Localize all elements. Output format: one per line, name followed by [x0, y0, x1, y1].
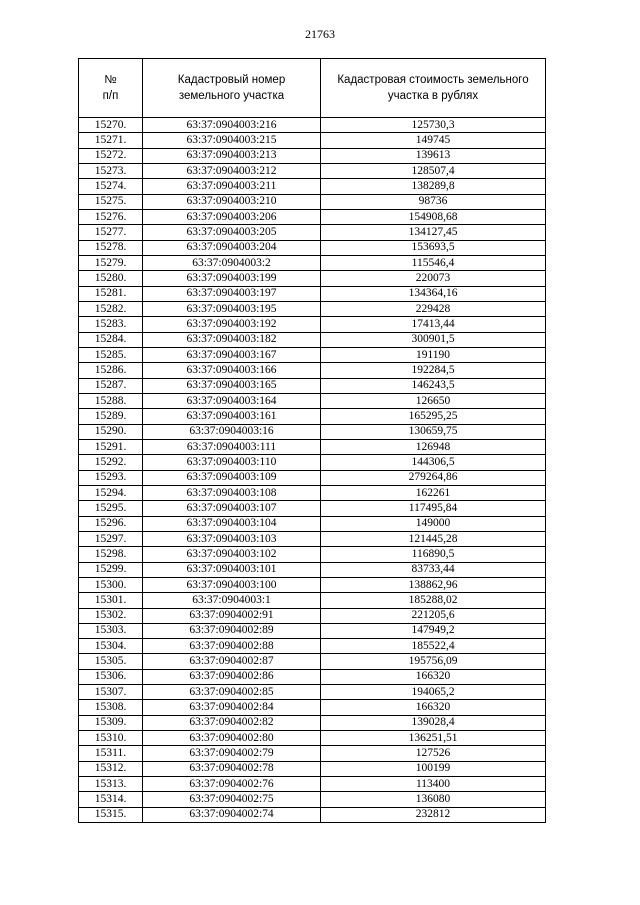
cadastral-value-cell: 195756,09	[321, 654, 546, 669]
cadastral-number-cell: 63:37:0904003:103	[143, 531, 321, 546]
table-row	[79, 531, 546, 546]
cadastral-number-cell: 63:37:0904002:88	[143, 639, 321, 654]
page-number: 21763	[305, 27, 335, 41]
table-row	[79, 715, 546, 730]
cadastral-number-cell: 63:37:0904003:212	[143, 163, 321, 178]
cadastral-number-cell: 63:37:0904003:205	[143, 225, 321, 240]
cadastral-value-cell: 162261	[321, 485, 546, 500]
header-cadastral-number	[143, 59, 321, 118]
table-row	[79, 378, 546, 393]
row-number-cell: 15284.	[79, 332, 143, 347]
cadastral-value-cell: 220073	[321, 271, 546, 286]
row-number-cell: 15307.	[79, 685, 143, 700]
table-row	[79, 639, 546, 654]
table-row	[79, 792, 546, 807]
row-number-cell: 15303.	[79, 623, 143, 638]
cadastral-number-cell: 63:37:0904002:82	[143, 715, 321, 730]
table-row	[79, 455, 546, 470]
row-number-cell: 15292.	[79, 455, 143, 470]
cadastral-number-cell: 63:37:0904003:166	[143, 363, 321, 378]
row-number-cell: 15293.	[79, 470, 143, 485]
table-row	[79, 516, 546, 531]
table-row	[79, 225, 546, 240]
table-row	[79, 317, 546, 332]
table-row	[79, 424, 546, 439]
table-row	[79, 240, 546, 255]
cadastral-number-cell: 63:37:0904003:110	[143, 455, 321, 470]
cadastral-value-cell: 192284,5	[321, 363, 546, 378]
table-row	[79, 332, 546, 347]
cadastral-value-cell: 300901,5	[321, 332, 546, 347]
cadastral-number-cell: 63:37:0904002:85	[143, 685, 321, 700]
cadastral-number-cell: 63:37:0904003:211	[143, 179, 321, 194]
cadastral-value-cell: 128507,4	[321, 163, 546, 178]
cadastral-number-cell: 63:37:0904003:107	[143, 501, 321, 516]
header-number	[79, 59, 143, 118]
cadastral-number-cell: 63:37:0904003:100	[143, 577, 321, 592]
cadastral-number-cell: 63:37:0904002:80	[143, 731, 321, 746]
cadastral-number-cell: 63:37:0904003:167	[143, 347, 321, 362]
header-cadastral-number-line2: земельного участка	[178, 90, 285, 102]
table-row	[79, 179, 546, 194]
table-row	[79, 439, 546, 454]
table-row	[79, 118, 546, 133]
table-row	[79, 301, 546, 316]
header-cadastral-value	[321, 59, 546, 118]
cadastral-number-cell: 63:37:0904002:79	[143, 746, 321, 761]
cadastral-number-cell: 63:37:0904002:86	[143, 669, 321, 684]
cadastral-value-cell: 125730,3	[321, 118, 546, 133]
row-number-cell: 15305.	[79, 654, 143, 669]
cadastral-number-cell: 63:37:0904003:104	[143, 516, 321, 531]
cadastral-value-cell: 153693,5	[321, 240, 546, 255]
row-number-cell: 15278.	[79, 240, 143, 255]
row-number-cell: 15282.	[79, 301, 143, 316]
cadastral-number-cell: 63:37:0904003:192	[143, 317, 321, 332]
row-number-cell: 15289.	[79, 409, 143, 424]
table-row	[79, 148, 546, 163]
cadastral-value-cell: 130659,75	[321, 424, 546, 439]
cadastral-value-cell: 229428	[321, 301, 546, 316]
cadastral-value-cell: 136080	[321, 792, 546, 807]
cadastral-number-cell: 63:37:0904003:109	[143, 470, 321, 485]
cadastral-number-cell: 63:37:0904002:74	[143, 807, 321, 822]
cadastral-number-cell: 63:37:0904003:101	[143, 562, 321, 577]
cadastral-value-cell: 98736	[321, 194, 546, 209]
cadastral-number-cell: 63:37:0904003:206	[143, 209, 321, 224]
table-row	[79, 654, 546, 669]
cadastral-number-cell: 63:37:0904003:111	[143, 439, 321, 454]
cadastral-value-cell: 17413,44	[321, 317, 546, 332]
table-row	[79, 501, 546, 516]
table-row	[79, 194, 546, 209]
row-number-cell: 15297.	[79, 531, 143, 546]
cadastral-number-cell: 63:37:0904003:216	[143, 118, 321, 133]
cadastral-number-cell: 63:37:0904003:16	[143, 424, 321, 439]
row-number-cell: 15275.	[79, 194, 143, 209]
table-row	[79, 807, 546, 822]
cadastral-number-cell: 63:37:0904002:87	[143, 654, 321, 669]
cadastral-number-cell: 63:37:0904003:204	[143, 240, 321, 255]
cadastral-value-cell: 154908,68	[321, 209, 546, 224]
cadastral-number-cell: 63:37:0904002:89	[143, 623, 321, 638]
cadastral-number-cell: 63:37:0904003:182	[143, 332, 321, 347]
row-number-cell: 15276.	[79, 209, 143, 224]
table-row	[79, 623, 546, 638]
cadastral-value-cell: 165295,25	[321, 409, 546, 424]
header-cadastral-value-line2: участка в рублях	[387, 90, 479, 102]
cadastral-value-cell: 144306,5	[321, 455, 546, 470]
row-number-cell: 15302.	[79, 608, 143, 623]
cadastral-number-cell: 63:37:0904003:199	[143, 271, 321, 286]
row-number-cell: 15280.	[79, 271, 143, 286]
row-number-cell: 15271.	[79, 133, 143, 148]
cadastral-value-cell: 166320	[321, 700, 546, 715]
cadastral-number-cell: 63:37:0904002:91	[143, 608, 321, 623]
header-cadastral-value-line1: Кадастровая стоимость земельного	[337, 74, 529, 86]
table-header	[79, 59, 546, 118]
cadastral-number-cell: 63:37:0904003:210	[143, 194, 321, 209]
row-number-cell: 15270.	[79, 118, 143, 133]
row-number-cell: 15308.	[79, 700, 143, 715]
cadastral-value-cell: 100199	[321, 761, 546, 776]
cadastral-number-cell: 63:37:0904003:197	[143, 286, 321, 301]
table-row	[79, 731, 546, 746]
cadastral-value-cell: 134127,45	[321, 225, 546, 240]
cadastral-value-cell: 115546,4	[321, 255, 546, 270]
table-row	[79, 700, 546, 715]
cadastral-number-cell: 63:37:0904002:76	[143, 777, 321, 792]
cadastral-value-cell: 166320	[321, 669, 546, 684]
cadastral-value-cell: 138289,8	[321, 179, 546, 194]
row-number-cell: 15310.	[79, 731, 143, 746]
row-number-cell: 15309.	[79, 715, 143, 730]
cadastral-value-cell: 147949,2	[321, 623, 546, 638]
row-number-cell: 15281.	[79, 286, 143, 301]
row-number-cell: 15290.	[79, 424, 143, 439]
cadastral-value-cell: 221205,6	[321, 608, 546, 623]
cadastral-value-table	[78, 58, 546, 823]
cadastral-value-cell: 113400	[321, 777, 546, 792]
cadastral-number-cell: 63:37:0904003:164	[143, 393, 321, 408]
cadastral-value-cell: 279264,86	[321, 470, 546, 485]
row-number-cell: 15272.	[79, 148, 143, 163]
row-number-cell: 15279.	[79, 255, 143, 270]
table-row	[79, 746, 546, 761]
cadastral-value-cell: 149000	[321, 516, 546, 531]
row-number-cell: 15306.	[79, 669, 143, 684]
table-row	[79, 777, 546, 792]
row-number-cell: 15287.	[79, 378, 143, 393]
cadastral-value-cell: 194065,2	[321, 685, 546, 700]
table-row	[79, 163, 546, 178]
table-row	[79, 393, 546, 408]
cadastral-value-cell: 185522,4	[321, 639, 546, 654]
cadastral-value-cell: 232812	[321, 807, 546, 822]
cadastral-value-cell: 136251,51	[321, 731, 546, 746]
table-row	[79, 593, 546, 608]
cadastral-value-cell: 134364,16	[321, 286, 546, 301]
cadastral-value-cell: 149745	[321, 133, 546, 148]
row-number-cell: 15315.	[79, 807, 143, 822]
table-row	[79, 133, 546, 148]
table-row	[79, 547, 546, 562]
cadastral-value-cell: 185288,02	[321, 593, 546, 608]
row-number-cell: 15273.	[79, 163, 143, 178]
row-number-cell: 15314.	[79, 792, 143, 807]
cadastral-number-cell: 63:37:0904003:195	[143, 301, 321, 316]
cadastral-number-cell: 63:37:0904003:2	[143, 255, 321, 270]
cadastral-value-cell: 127526	[321, 746, 546, 761]
table-row	[79, 271, 546, 286]
row-number-cell: 15299.	[79, 562, 143, 577]
row-number-cell: 15288.	[79, 393, 143, 408]
table-row	[79, 761, 546, 776]
cadastral-number-cell: 63:37:0904002:78	[143, 761, 321, 776]
cadastral-value-cell: 121445,28	[321, 531, 546, 546]
table-row	[79, 685, 546, 700]
table-row	[79, 577, 546, 592]
cadastral-number-cell: 63:37:0904003:1	[143, 593, 321, 608]
row-number-cell: 15300.	[79, 577, 143, 592]
cadastral-value-cell: 126948	[321, 439, 546, 454]
table-row	[79, 286, 546, 301]
row-number-cell: 15296.	[79, 516, 143, 531]
cadastral-value-cell: 138862,96	[321, 577, 546, 592]
row-number-cell: 15291.	[79, 439, 143, 454]
cadastral-value-cell: 191190	[321, 347, 546, 362]
row-number-cell: 15274.	[79, 179, 143, 194]
row-number-cell: 15283.	[79, 317, 143, 332]
cadastral-number-cell: 63:37:0904003:108	[143, 485, 321, 500]
row-number-cell: 15301.	[79, 593, 143, 608]
header-row	[79, 59, 546, 118]
row-number-cell: 15304.	[79, 639, 143, 654]
table-row	[79, 409, 546, 424]
table-row	[79, 255, 546, 270]
row-number-cell: 15298.	[79, 547, 143, 562]
table-row	[79, 470, 546, 485]
row-number-cell: 15312.	[79, 761, 143, 776]
header-cadastral-number-line1: Кадастровый номер	[177, 74, 286, 86]
cadastral-value-cell: 139613	[321, 148, 546, 163]
cadastral-value-cell: 116890,5	[321, 547, 546, 562]
cadastral-number-cell: 63:37:0904003:213	[143, 148, 321, 163]
cadastral-value-cell: 146243,5	[321, 378, 546, 393]
cadastral-number-cell: 63:37:0904002:75	[143, 792, 321, 807]
row-number-cell: 15286.	[79, 363, 143, 378]
cadastral-number-cell: 63:37:0904003:102	[143, 547, 321, 562]
table-row	[79, 485, 546, 500]
table-body	[79, 118, 546, 823]
row-number-cell: 15313.	[79, 777, 143, 792]
header-number-line1: №	[104, 74, 117, 86]
cadastral-value-cell: 83733,44	[321, 562, 546, 577]
table-row	[79, 363, 546, 378]
header-number-line2: п/п	[102, 90, 119, 102]
table-row	[79, 209, 546, 224]
row-number-cell: 15277.	[79, 225, 143, 240]
cadastral-number-cell: 63:37:0904003:165	[143, 378, 321, 393]
row-number-cell: 15294.	[79, 485, 143, 500]
table-row	[79, 669, 546, 684]
table-row	[79, 347, 546, 362]
cadastral-number-cell: 63:37:0904003:161	[143, 409, 321, 424]
row-number-cell: 15285.	[79, 347, 143, 362]
row-number-cell: 15311.	[79, 746, 143, 761]
row-number-cell: 15295.	[79, 501, 143, 516]
cadastral-number-cell: 63:37:0904003:215	[143, 133, 321, 148]
table-row	[79, 608, 546, 623]
cadastral-value-cell: 126650	[321, 393, 546, 408]
cadastral-value-cell: 139028,4	[321, 715, 546, 730]
table-row	[79, 562, 546, 577]
cadastral-value-cell: 117495,84	[321, 501, 546, 516]
cadastral-number-cell: 63:37:0904002:84	[143, 700, 321, 715]
